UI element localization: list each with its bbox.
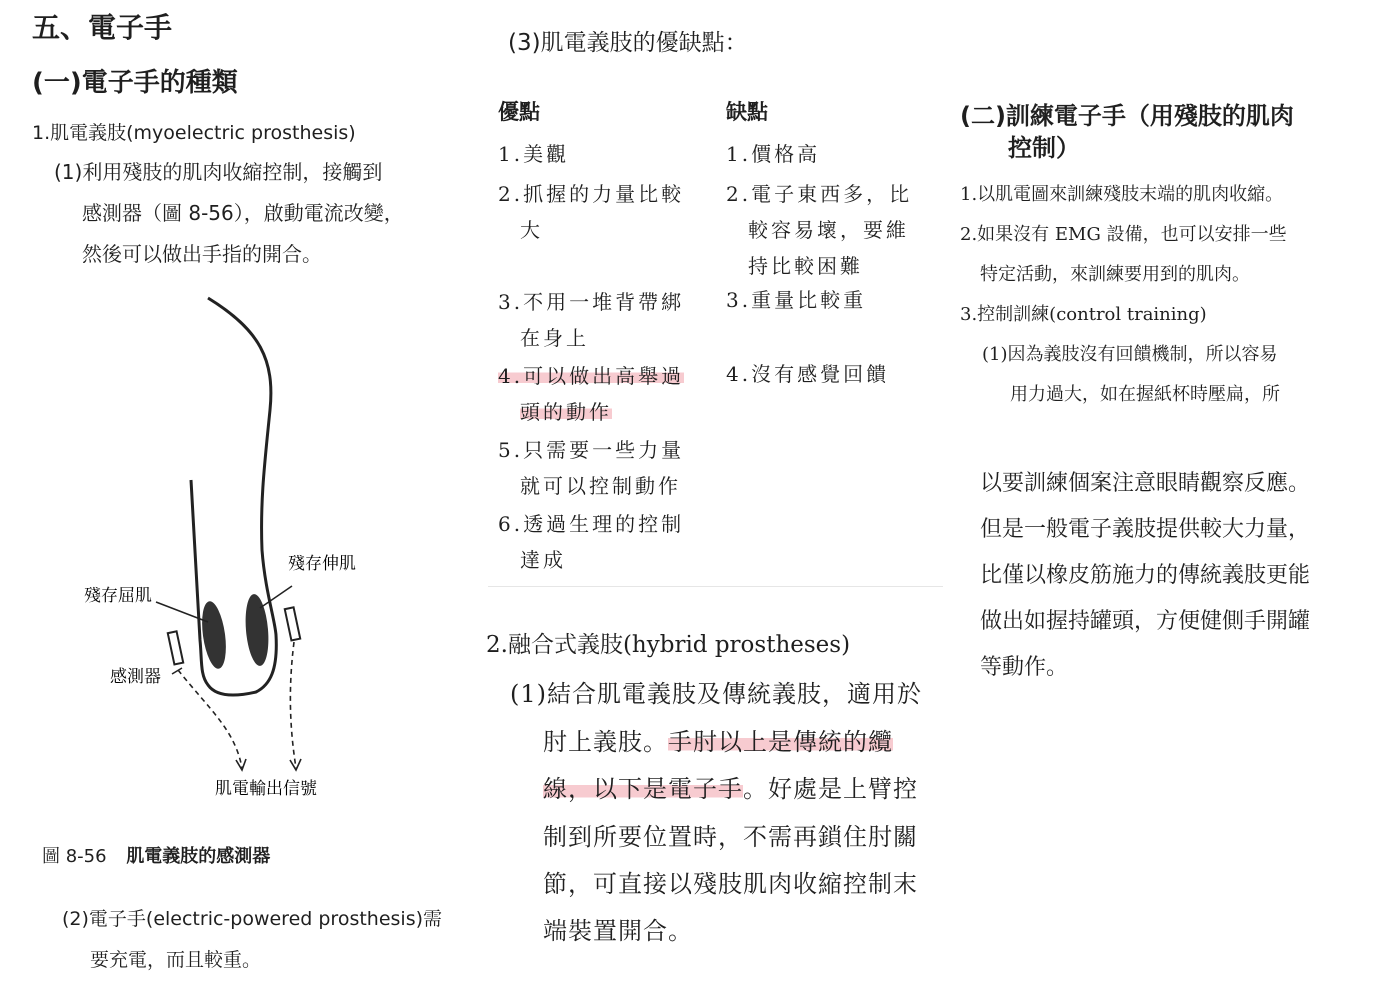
item2-line2: 要充電，而且較重。: [90, 949, 262, 971]
label-extensor: 殘存伸肌: [288, 554, 356, 574]
figure-number: 圖 8-56: [42, 846, 107, 867]
label-sensor: 感測器: [110, 667, 161, 687]
label-output: 肌電輸出信號: [215, 779, 317, 799]
hybrid-title: 2.融合式義肢(hybrid prostheses): [486, 632, 851, 658]
training-line5: (1)因為義肢沒有回饋機制，所以容易: [982, 344, 1278, 365]
training-para-4: 做出如握持罐頭，方便健側手開罐: [980, 609, 1311, 634]
training-title-line2: 控制）: [1008, 134, 1080, 162]
extensor-muscle-shape: [243, 593, 271, 667]
item1-line2: 感測器（圖 8-56），啟動電流改變，: [82, 201, 404, 225]
pros-item-5: 5.只需要一些力量 就可以控制動作: [498, 438, 685, 498]
hybrid-line5: 節，可直接以殘肢肌肉收縮控制末: [543, 870, 918, 898]
divider: [488, 586, 943, 587]
training-para-3: 比僅以橡皮筋施力的傳統義肢更能: [980, 563, 1311, 588]
item2-line1: (2)電子手(electric-powered prosthesis)需: [62, 908, 443, 930]
figure-caption: [42, 842, 270, 868]
pros-header: 優點: [498, 100, 540, 124]
item1-line3: 然後可以做出手指的開合。: [82, 242, 322, 266]
pros-item-3: 3.不用一堆背帶綁 在身上: [498, 290, 685, 350]
pros-item-4: 4.可以做出高舉過 頭的動作: [498, 364, 685, 424]
hybrid-line2: 肘上義肢。手肘以上是傳統的纜: [543, 728, 893, 756]
label-flexor: 殘存屈肌: [84, 586, 152, 606]
pros-item-6: 6.透過生理的控制 達成: [498, 512, 685, 572]
hybrid-line3: 線，以下是電子手。好處是上臂控: [543, 775, 918, 803]
cons-item-3: 3.重量比較重: [726, 288, 867, 312]
cons-item-1: 1.價格高: [726, 142, 821, 166]
item1-title: 1.肌電義肢(myoelectric prosthesis): [32, 122, 356, 144]
myoelectric-sensor-figure: [60, 290, 390, 810]
hybrid-line1: (1)結合肌電義肢及傳統義肢，適用於: [510, 680, 922, 708]
flexor-muscle-shape: [198, 600, 229, 670]
cons-item-4: 4.沒有感覺回饋: [726, 362, 890, 386]
training-title-line1: (二)訓練電子手（用殘肢的肌肉: [960, 102, 1294, 130]
figure-caption-text: 肌電義肢的感測器: [126, 846, 271, 867]
training-line4: 3.控制訓練(control training): [960, 304, 1207, 325]
section-title: 五、電子手: [32, 11, 173, 44]
pros-item-2: 2.抓握的力量比較 大: [498, 182, 685, 242]
left-sensor-shape: [168, 631, 183, 664]
hybrid-line4: 制到所要位置時，不需再鎖住肘關: [543, 823, 918, 851]
training-line3: 特定活動，來訓練要用到的肌肉。: [980, 264, 1250, 285]
training-para-1: 以要訓練個案注意眼睛觀察反應。: [980, 471, 1311, 496]
pros-item-1: 1.美觀: [498, 142, 570, 166]
right-sensor-shape: [285, 607, 300, 640]
cons-header: 缺點: [726, 100, 768, 124]
cons-item-2: 2.電子東西多，比 較容易壞，要維 持比較困難: [726, 182, 913, 278]
training-line6: 用力過大，如在握紙杯時壓扁，所: [1010, 384, 1280, 405]
pros-cons-heading: (3)肌電義肢的優缺點：: [508, 30, 748, 56]
training-line2: 2.如果沒有 EMG 設備，也可以安排一些: [960, 224, 1287, 245]
training-para-5: 等動作。: [980, 655, 1069, 680]
hybrid-line6: 端裝置開合。: [543, 917, 693, 945]
subsection-title: (一)電子手的種類: [32, 68, 238, 98]
training-para-2: 但是一般電子義肢提供較大力量，: [980, 517, 1311, 542]
item1-line1: (1)利用殘肢的肌肉收縮控制，接觸到: [54, 160, 383, 184]
training-line1: 1.以肌電圖來訓練殘肢末端的肌肉收縮。: [960, 184, 1284, 205]
